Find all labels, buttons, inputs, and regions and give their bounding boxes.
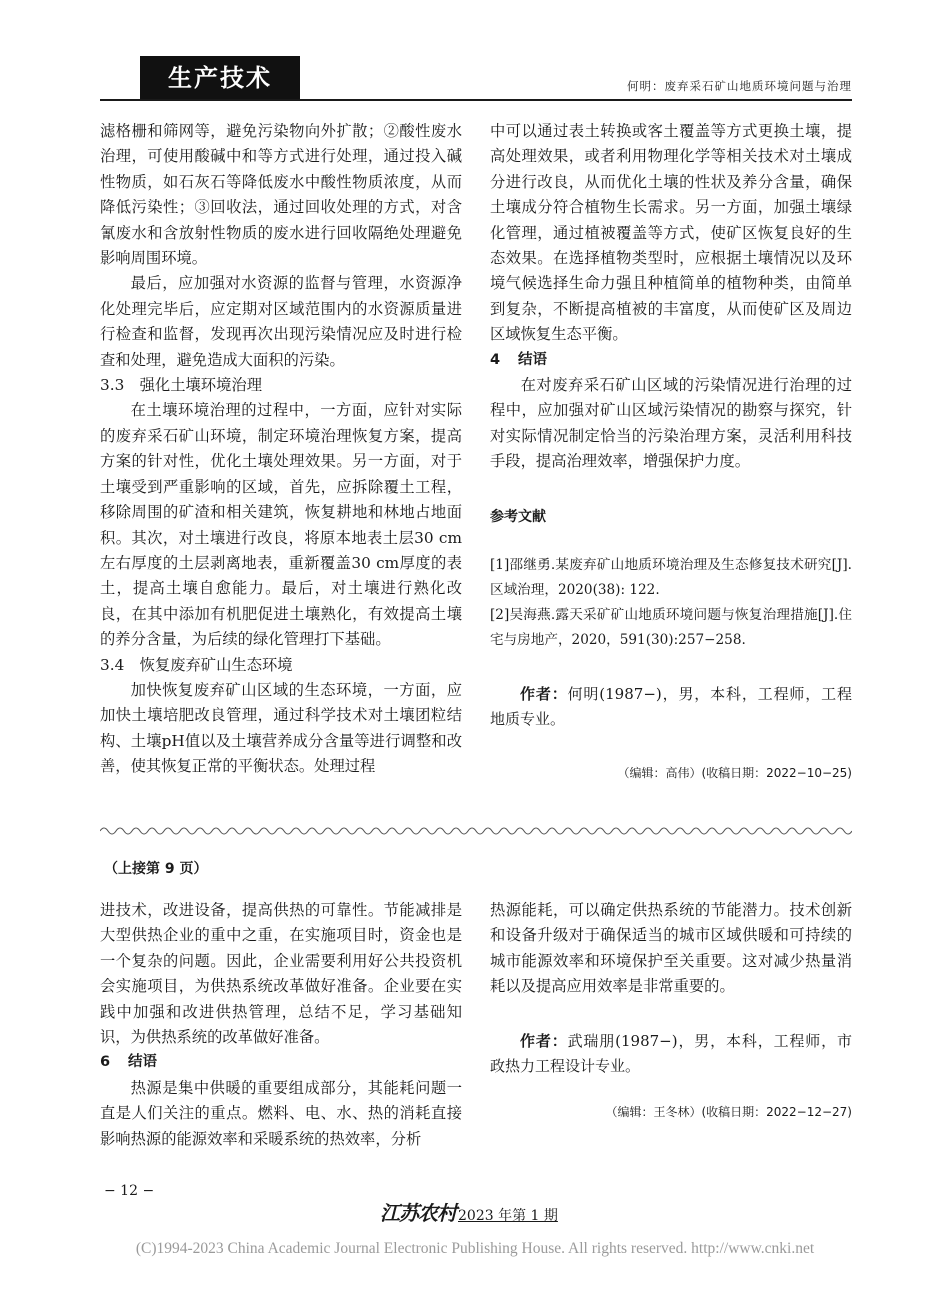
continued-from-label: （上接第 9 页） — [104, 861, 208, 877]
section-heading-3-3: 3.3 强化土壤环境治理 — [100, 376, 262, 395]
author-label: 作者： — [520, 1032, 568, 1050]
paragraph: 热源是集中供暖的重要组成部分，其能耗问题一直是人们关注的重点。燃料、电、水、热的消耗直接影响热源的能源效率和采暖系统的热效率，分析 — [100, 1078, 462, 1148]
section-heading-4 — [490, 348, 852, 373]
section-heading-3-4: 3.4 恢复废弃矿山生态环境 — [100, 655, 293, 674]
author-note — [490, 1029, 852, 1079]
heading-number: 4 — [490, 351, 501, 368]
magazine-logo: 江苏农村 — [380, 1201, 456, 1225]
header-rule — [100, 99, 852, 101]
issue-label: 2023 年第 1 期 — [458, 1208, 558, 1224]
upper-right-column — [490, 119, 852, 475]
author-note — [490, 682, 852, 732]
paragraph: 进技术，改进设备，提高供热的可靠性。节能减排是大型供热企业的重中之重，在实施项目时，资金也是一个复杂的问题。因此，企业需要利用好公共投资机会实施项目，为供热系统改革做好准备。企业要在实践中加强和改进供热管理，总结不足，学习基础知识，为供热系统的改革做好准备。 — [100, 901, 462, 1047]
paragraph: 中可以通过表土转换或客土覆盖等方式更换土壤，提高处理效果，或者利用物理化学等相关技术对土壤成分进行改良，从而优化土壤的性状及养分含量，确保土壤成分符合植物生长需求。另一方面，加强土壤绿化管理，通过植被覆盖等方式，使矿区恢复良好的生态效果。在选择植物类型时，应根据土壤情况以及环境气候选择生命力强且种植简单的植物种类，由简单到复杂，不断提高植被的丰富度，从而使矿区及周边区域恢复生态平衡。 — [490, 122, 852, 344]
heading-title: 结语 — [518, 351, 547, 368]
reference-item: [1]邵继勇.某废弃矿山地质环境治理及生态修复技术研究[J].区域治理，2020(38): 122. — [490, 557, 852, 598]
paragraph: 在对废弃采石矿山区域的污染情况进行治理的过程中，应加强对矿山区域污染情况的勘察与探究，针对实际情况制定恰当的污染治理方案，灵活利用科技手段，提高治理效率，增强保护力度。 — [490, 376, 852, 471]
heading-title: 结语 — [128, 1054, 157, 1071]
author-text: 何明(1987−)，男，本科，工程师，工程地质专业。 — [490, 685, 852, 728]
reference-item: [2]吴海燕.露天采矿矿山地质环境问题与恢复治理措施[J].住宅与房地产，2020，591(30):257−258. — [490, 607, 852, 648]
paragraph: 最后，应加强对水资源的监督与管理，水资源净化处理完毕后，应定期对区域范围内的水资源质量进行检查和监督，发现再次出现污染情况应及时进行检查和处理，避免造成大面积的污染。 — [100, 274, 462, 369]
heading-number: 6 — [100, 1054, 111, 1071]
magazine-footer — [380, 1197, 558, 1226]
wave-divider — [100, 823, 852, 837]
lower-right-column — [490, 898, 852, 1000]
page-number: − 12 − — [104, 1183, 155, 1199]
paragraph: 热源能耗，可以确定供热系统的节能潜力。技术创新和设备升级对于确保适当的城市区域供暖和可持续的城市能源效率和环境保护至关重要。这对减少热量消耗以及提高应用效率是非常重要的。 — [490, 901, 852, 996]
lower-left-column — [100, 898, 462, 1152]
section-tab: 生产技术 — [140, 56, 300, 100]
references-title: 参考文献 — [490, 509, 546, 525]
editor-note: （编辑：高伟）(收稿日期：2022−10−25) — [617, 766, 852, 780]
author-text: 武瑞朋(1987−)，男，本科，工程师，市政热力工程设计专业。 — [490, 1032, 852, 1075]
section-heading-6 — [100, 1050, 462, 1075]
copyright-watermark: (C)1994-2023 China Academic Journal Electronic Publishing House. All rights reserved. http://www.cnki.net — [135, 1240, 815, 1257]
running-title: 何明：废弃采石矿山地质环境问题与治理 — [627, 79, 852, 93]
upper-left-column — [100, 119, 462, 780]
references-list — [490, 553, 852, 653]
paragraph: 在土壤环境治理的过程中，一方面，应针对实际的废弃采石矿山环境，制定环境治理恢复方案，提高方案的针对性，优化土壤处理效果。另一方面，对于土壤受到严重影响的区域，首先，应拆除覆土工程，移除周围的矿渣和相关建筑，恢复耕地和林地占地面积。其次，对土壤进行改良，将原本地表土层30 cm左右厚度的土层剥离地表，重新覆盖30 cm厚度的表土，提高土壤自愈能力。最后，对土壤进行熟化改良，在其中添加有机肥促进土壤熟化，有效提高土壤的养分含量，为后续的绿化管理打下基础。 — [100, 401, 462, 649]
paragraph: 滤格栅和筛网等，避免污染物向外扩散；②酸性废水治理，可使用酸碱中和等方式进行处理，通过投入碱性物质，如石灰石等降低废水中酸性物质浓度，从而降低污染性；③回收法，通过回收处理的方式，对含氰废水和含放射性物质的废水进行回收隔绝处理避免影响周围环境。 — [100, 122, 462, 268]
author-label: 作者： — [520, 685, 568, 703]
paragraph: 加快恢复废弃矿山区域的生态环境，一方面，应加快土壤培肥改良管理，通过科学技术对土壤团粒结构、土壤pH值以及土壤营养成分含量等进行调整和改善，使其恢复正常的平衡状态。处理过程 — [100, 680, 462, 776]
editor-note: （编辑：王冬林）(收稿日期：2022−12−27) — [605, 1105, 852, 1119]
